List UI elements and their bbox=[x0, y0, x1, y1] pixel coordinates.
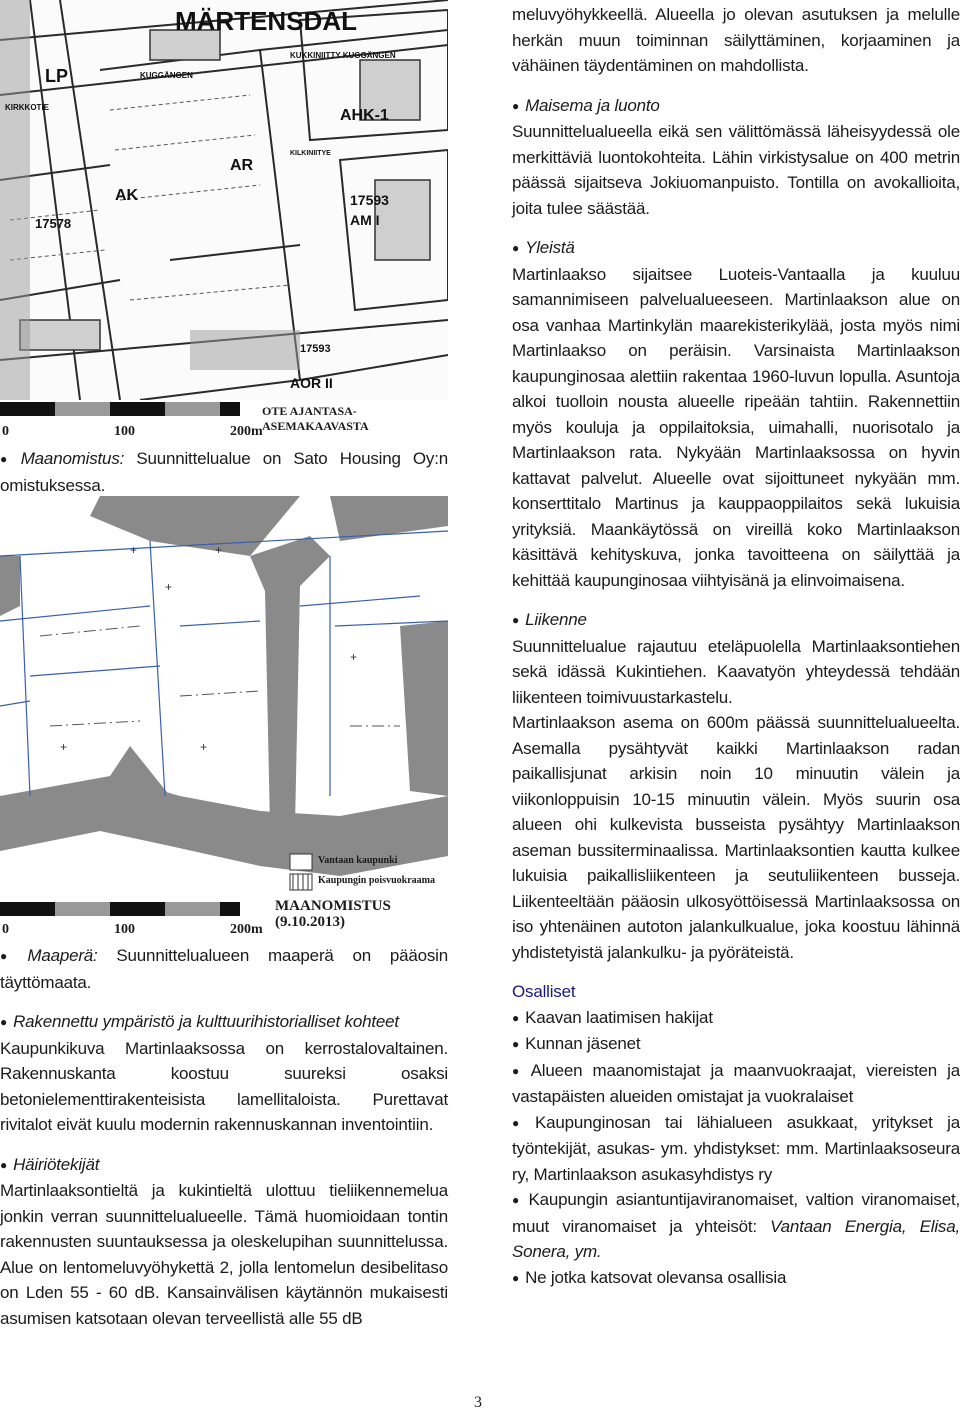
map1-label-kirkkotie: KIRKKOTIE bbox=[5, 103, 49, 112]
maanomistus-section: ● Maanomistus: Suunnittelualue on Sato Housing Oy:n omistuksessa. bbox=[0, 449, 448, 495]
land-ownership-caption-title: MAANOMISTUS bbox=[275, 898, 391, 914]
rakennettu-heading: Rakennettu ympäristö ja kulttuurihistorialliset kohteet bbox=[13, 1012, 399, 1031]
yleista-heading: Yleistä bbox=[525, 238, 575, 257]
liikenne-text-1: Suunnittelualue rajautuu eteläpuolella Martinlaaksontiehen sekä idässä Kukintiehen. Kaavatyön yhteydessä tehdään liikenteen toimivuustarkastelu. bbox=[512, 636, 960, 707]
osalliset-heading: Osalliset bbox=[512, 982, 576, 1001]
osalliset-item: ● Kunnan jäsenet bbox=[512, 1034, 641, 1053]
map1-label-17593: 17593 bbox=[350, 192, 389, 208]
land-ownership-drawing bbox=[0, 496, 448, 898]
hairio-text: Martinlaaksontieltä ja kukintieltä ulottuu tieliikennemelua jonkin verran suunnittelualueelle. Tämä huomioidaan tontin rakennusten suuntauksessa ja oleskelupihan suunnittelussa. Alue on lentomeluvyöhykettä 2, jolla lentomelun desibelitaso on Lden 55 - 60 dB. Kansainvälisen käytännön mukaisesti asumisen katsotaan olevan terveellistä alle 55 dB bbox=[0, 1181, 448, 1328]
land-ownership-caption-date: (9.10.2013) bbox=[275, 914, 345, 930]
scale2-label-0: 0 bbox=[2, 922, 9, 937]
map1-label-ak: AK bbox=[115, 187, 139, 204]
svg-text:+: + bbox=[350, 650, 358, 664]
map1-label-ahk1: AHK-1 bbox=[340, 107, 389, 124]
liikenne-heading: Liikenne bbox=[525, 610, 587, 629]
map1-label-kuggangen: KUGGÄNGEN bbox=[140, 71, 193, 80]
melu-continuation: meluvyöhykkeellä. Alueella jo olevan asutuksen ja melulle herkän muun toiminnan säilyttäminen, korjaaminen ja vähäinen täydentäminen on mahdollista. bbox=[512, 5, 960, 75]
map1-label-17578: 17578 bbox=[35, 216, 72, 231]
map1-label-ar: AR bbox=[230, 157, 254, 174]
maisema-heading: Maisema ja luonto bbox=[525, 95, 660, 115]
svg-text:+: + bbox=[130, 543, 138, 557]
yleista-text: Martinlaakso sijaitsee Luoteis-Vantaalla ja kuuluu samannimiseen palvelualueeseen. Martinlaakson alue on osa vanhaa Martinkylän maarekisterikylää, josta myös nimi Martinlaakso on peräisin. Varsinaista Martinlaakson kaupunginosaa alettiin rakentaa 1960-luvun lopulla. Asuntoja alkoi tuolloin nousta alueelle ripeään tahtiin. Rakennettiin myös kouluja ja oppilaitoksia, uimahalli, nuorisotalo ja Martinlaakson rata. Nykyään Martinlaaksossa on hyvin kattavat palvelut. Alueelle ovat sijoittuneet nykyään mm. konserttitalo Martinus ja kauppaoppilaitos sekä lukuisia yrityksiä. Maankäytössä on vireillä koko Martinlaakson käsittävä kehityskuva, jonka tavoitteena on säilyttää ja kehittää kaupunginosaa viihtyisänä ja elinvoimaisena. bbox=[512, 264, 960, 590]
legend-poisvuokraama: Kaupungin poisvuokraama bbox=[318, 875, 435, 886]
scale2-label-200: 200m bbox=[230, 922, 263, 937]
osalliset-item: ● Kaupungin asiantuntijaviranomaiset, valtion viranomaiset, muut viranomaiset ja yhteisöt: Vantaan Energia, Elisa, Sonera, ym. bbox=[512, 1190, 960, 1261]
zoning-map-drawing bbox=[0, 0, 448, 400]
osalliset-item: ● Kaupunginosan tai lähialueen asukkaat, yritykset ja työntekijät, asukas- ym. yhdistykset: mm. Martinlaaksoseura ry, Martinlaakson asukasyhdistys ry bbox=[512, 1112, 960, 1184]
osalliset-item: ● Kaavan laatimisen hakijat bbox=[512, 1007, 713, 1027]
map1-label-martensdal: MÄRTENSDAL bbox=[175, 6, 357, 36]
svg-text:+: + bbox=[200, 740, 208, 754]
maisema-text: Suunnittelualueella eikä sen välittömässä läheisyydessä ole merkittäviä luontokohteita. Lähin virkistysalue on 400 metrin päässä sijaitseva Jokiuomanpuisto. Tontilla on avokallioita, joita tulee säästää. bbox=[512, 122, 960, 218]
liikenne-text-2: Martinlaakson asema on 600m päässä suunnittelualueelta. Asemalla pysähtyvät kaikki Martinlaakson radan paikallisjunat arkisin noin 10 minuutin välein ja viikonloppuisin 10-15 minuutin välein. Myös suurin osa alueen ohi kulkevista busseista pysähtyy Martinlaakson aseman bussiterminaalissa. Martinlaaksontien kautta kulkee lukuisia paikallisliikenteen ja seutuliikenteen busseja. Liikenteeltään pääosin ulkosyöttöisessä Martinlaaksossa on iso yhtenäinen autoton jalankulkualue, joka koostuu lähinnä yhdistetyistä jalankulku- ja pyöräteistä. bbox=[512, 713, 960, 962]
map1-label-kukkiniitty: KUKKINIITTY KUGGÄNGEN bbox=[290, 51, 396, 60]
land-ownership-map bbox=[0, 496, 448, 898]
map1-label-kilkiniitye: KILKINIITYE bbox=[290, 150, 331, 157]
legend-vantaan-kaupunki: Vantaan kaupunki bbox=[318, 855, 398, 866]
scale-label-200: 200m bbox=[230, 424, 263, 439]
left-column-text: ● Maaperä: Suunnittelualueen maaperä on pääosin täyttömaata. ● Rakennettu ympäristö ja kulttuurihistorialliset kohteet Kaupunkikuva Martinlaaksossa on kerrostalovaltainen. Rakennuskanta koostuu suureksi osaksi betonielementtirakenteisista lamellitaloista. Purettavat rivitalot eivät kuulu modernin rakennuskannan inventointiin. ● Häiriötekijät Martinlaaksontieltä ja kukintieltä ulottuu tieliikennemelua jonkin verran suunnittelualueelle. Tämä huomioidaan tontin rakennusten suuntauksessa ja oleskelupihan suunnittelussa. Alue on lentomeluvyöhykettä 2, jolla lentomelun desibelitaso on Lden 55 - 60 dB. Kansainvälisen käytännön mukaisesti asumisen katsotaan olevan terveellistä alle 55 dB bbox=[0, 943, 448, 1331]
zoning-map-caption: OTE AJANTASA-ASEMAKAAVASTA bbox=[262, 404, 369, 433]
map1-label-lp: LP bbox=[45, 66, 69, 86]
map1-label-aor: AOR II bbox=[290, 375, 333, 391]
scale-label-100: 100 bbox=[114, 424, 135, 439]
right-column-text: meluvyöhykkeellä. Alueella jo olevan asutuksen ja melulle herkän muun toiminnan säilyttäminen, korjaaminen ja vähäinen täydentäminen on mahdollista. ● Maisema ja luonto Suunnittelualueella eikä sen välittömässä läheisyydessä ole merkittäviä luontokohteita. Lähin virkistysalue on 400 metrin päässä sijaitseva Jokiuomanpuisto. Tontilla on avokallioita, joita tulee säästää. ● Yleistä Martinlaakso sijaitsee Luoteis-Vantaalla ja kuuluu samannimiseen palvelualueeseen. Martinlaakson alue on osa vanhaa Martinkylän maarekisterikylää, josta myös nimi Martinlaakso on peräisin. Varsinaista Martinlaakson kaupunginosaa alettiin rakentaa 1960-luvun lopulla. Asuntoja alkoi tuolloin nousta alueelle ripeään tahtiin. Rakennettiin myös kouluja ja oppilaitoksia, uimahalli, nuorisotalo ja Martinlaakson rata. Nykyään Martinlaaksossa on hyvin kattavat palvelut. Alueelle ovat sijoittuneet nykyään mm. konserttitalo Martinus ja kauppaoppilaitos sekä lukuisia yrityksiä. Maankäytössä on vireillä koko Martinlaakson käsittävä kehityskuva, jonka tavoitteena on säilyttää ja kehittää kaupunginosaa viihtyisänä ja elinvoimaisena. ● Liikenne Suunnittelualue rajautuu eteläpuolella Martinlaaksontiehen sekä idässä Kukintiehen. Kaavatyön yhteydessä tehdään liikenteen toimivuustarkastelu. Martinlaakson asema on 600m päässä suunnittelualueelta. Asemalla pysähtyvät kaikki Martinlaakson radan paikallisjunat arkisin noin 10 minuutin välein ja viikonloppuisin 10-15 minuutin välein. Myös suurin osa alueen ohi kulkevista busseista pysähtyy Martinlaakson aseman bussiterminaalissa. Martinlaaksontien kautta kulkee lukuisia paikallisliikenteen ja seutuliikenteen busseja. Liikenteeltään pääosin ulkosyöttöisessä Martinlaaksossa on iso yhtenäinen autoton jalankulkualue, joka koostuu lähinnä yhdistetyistä jalankulku- ja pyöräteistä. Osalliset ● Kaavan laatimisen hakijat ● Kunnan jäsenet ● Alueen maanomistajat ja maanvuokraajat, viereisten ja vastapäisten alueiden omistajat ja vuokralaiset ● Kaupunginosan tai lähialueen asukkaat, yritykset ja työntekijät, asukas- ym. yhdistykset: mm. Martinlaaksoseura ry, Martinlaakson asukasyhdistys ry ● Kaupungin asiantuntijaviranomaiset, valtion viranomaiset, muut viranomaiset ja yhteisöt: Vantaan Energia, Elisa, Sonera, ym. ● Ne jotka katsovat olevansa osallisia bbox=[512, 2, 960, 1291]
osalliset-item: ● Ne jotka katsovat olevansa osallisia bbox=[512, 1267, 787, 1287]
scale-label-0: 0 bbox=[2, 424, 9, 439]
rakennettu-text: Kaupunkikuva Martinlaaksossa on kerrostalovaltainen. Rakennuskanta koostuu suureksi osaksi betonielementtirakenteisista lamellitaloista. Purettavat rivitalot eivät kuulu modernin rakennuskannan inventointiin. bbox=[0, 1038, 448, 1134]
osalliset-organisations: Vantaan Energia, Elisa, Sonera, ym. bbox=[512, 1216, 960, 1261]
map1-label-ami: AM I bbox=[350, 212, 380, 228]
osalliset-item: ● Alueen maanomistajat ja maanvuokraajat, viereisten ja vastapäisten alueiden omistajat ja vuokralaiset bbox=[512, 1060, 960, 1106]
scale2-label-100: 100 bbox=[114, 922, 135, 937]
page-number: 3 bbox=[474, 1394, 482, 1411]
maanomistus-heading: Maanomistus: bbox=[20, 449, 125, 468]
maapera-paragraph: ● Maaperä: Suunnittelualueen maaperä on pääosin täyttömaata. bbox=[0, 946, 448, 992]
hairio-heading: Häiriötekijät bbox=[13, 1154, 100, 1174]
maanomistus-text: Suunnittelualue on Sato Housing Oy:n omistuksessa. bbox=[0, 449, 448, 495]
maapera-text: Suunnittelualueen maaperä on pääosin täyttömaata. bbox=[0, 946, 448, 992]
map1-label-17593b: 17593 bbox=[300, 343, 331, 355]
maapera-heading: Maaperä: bbox=[27, 946, 98, 965]
svg-text:+: + bbox=[165, 580, 173, 594]
zoning-map bbox=[0, 0, 448, 400]
svg-text:+: + bbox=[60, 740, 68, 754]
svg-text:+: + bbox=[215, 543, 223, 557]
